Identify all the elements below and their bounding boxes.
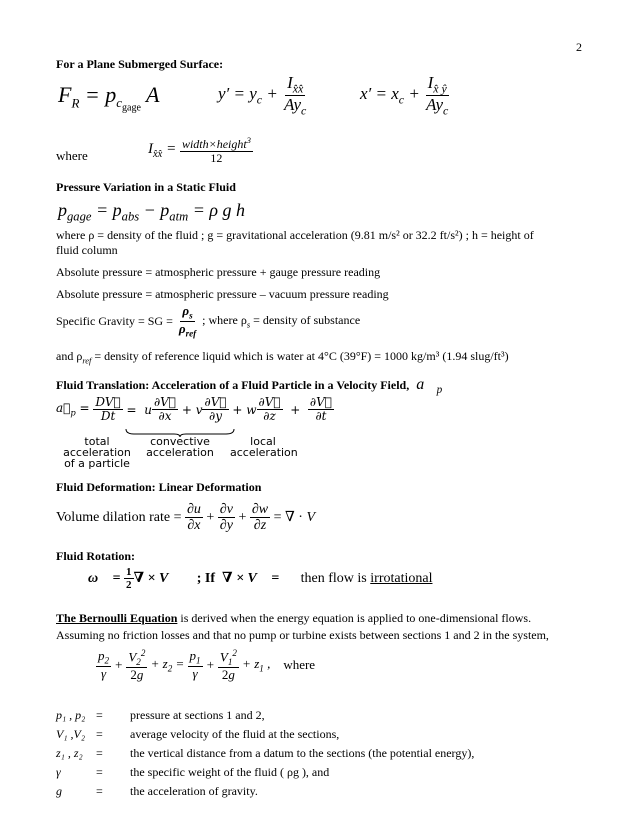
- definition-row: V₁ ,V₂ = average velocity of the fluid at the sections,: [56, 727, 340, 741]
- reference-density-text: and $\rho_{ref}$ = density of reference liquid which is water at 4°C (39°F) = 1000 kg/m³ (1.94 slug/ft³): [56, 349, 509, 366]
- moment-of-inertia-formula: $I_{x̂x̂}$ = $\frac{width\times height^3}{12}$: [148, 136, 251, 166]
- where-label: where: [56, 148, 88, 163]
- pressure-where-text-2: fluid column: [56, 243, 118, 257]
- specific-gravity-row: Specific Gravity = SG = $\frac{\rho_s}{\rho_{ref}}$ ; where $\rho_s$ = density of substance: [56, 303, 361, 339]
- definitions-list: [56, 708, 596, 803]
- acceleration-equation: $a⃗_p$ = $\frac{DV⃗}{Dt}$ = u $\frac{\partial V⃗}{\partial x}$ + v $\frac{\partial V⃗}{\partial y}$ + w $\frac{\partial V⃗}{\partial z}$ + $\frac{\partial V⃗}{\partial t}$: [56, 395, 332, 424]
- definition-row: g = the acceleration of gravity.: [56, 784, 258, 798]
- bernoulli-where: where: [283, 657, 316, 673]
- heading-fluid-translation: Fluid Translation: Acceleration of a Fluid Particle in a Velocity Field, $a⃗_p$: [56, 376, 443, 397]
- heading-pressure-variation: Pressure Variation in a Static Fluid: [56, 180, 236, 194]
- definition-row: p₁ , p₂ = pressure at sections 1 and 2,: [56, 708, 265, 722]
- bernoulli-paragraph: The Bernoulli Equation is derived when the energy equation is applied to one-dimensional flows. Assuming no friction losses and that no pump or turbine exists between sections 1 and 2 in the system,: [56, 611, 549, 642]
- bernoulli-equation: $\frac{p_2}{\gamma}$ + $\frac{V_2^2}{2g}$ + $z_2$ = $\frac{p_1}{\gamma}$ + $\frac{V_1^2}{2g}$ + $z_1$ , where: [98, 648, 316, 682]
- heading-fluid-deformation: Fluid Deformation: Linear Deformation: [56, 480, 262, 494]
- sg-label: Specific Gravity = SG =: [56, 313, 173, 328]
- x-prime-formula: $x' = x_c$ + $\frac{I_{x̂ ŷ}}{Ay_c}$: [360, 73, 449, 118]
- sg-where: ; where $\rho_s$ = density of substance: [202, 312, 361, 330]
- heading-fluid-rotation: Fluid Rotation:: [56, 549, 136, 563]
- local-acceleration-label: local acceleration: [230, 435, 298, 459]
- definition-row: γ = the specific weight of the fluid ( ρg ), and: [56, 765, 330, 779]
- absolute-vacuum-text: Absolute pressure = atmospheric pressure – vacuum pressure reading: [56, 287, 389, 301]
- volume-dilation-equation: Volume dilation rate = $\frac{\partial u}{\partial x}$ + $\frac{\partial v}{\partial y}$ + $\frac{\partial w}{\partial z}$ = ∇ · V⃗: [56, 502, 326, 534]
- page-number: 2: [576, 40, 582, 54]
- gauge-pressure-formula: $p_{gage} = p_{abs} - p_{atm} = \rho$ g h: [58, 200, 245, 224]
- resultant-force-formula: $F_R = p_{c_{gage}}$ A: [58, 82, 160, 114]
- convective-acceleration-label: convective acceleration: [146, 435, 214, 459]
- total-acceleration-label: total acceleration of a particle: [63, 435, 131, 470]
- y-prime-formula: $y' = y_c$ + $\frac{I_{x̂x̂}}{Ay_c}$: [218, 73, 307, 118]
- heading-plane-surface: For a Plane Submerged Surface:: [56, 57, 224, 71]
- absolute-gauge-text: Absolute pressure = atmospheric pressure + gauge pressure reading: [56, 265, 381, 279]
- pressure-where-text: where ρ = density of the fluid ; g = gravitational acceleration (9.81 m/s² or 32.2 ft/s²) ; h = height of: [56, 228, 534, 242]
- rotation-equation: ω⃗ = $\frac{1}{2}$ ∇ × V⃗ ; If ∇ × V⃗ = 𝟎 then flow is irrotational: [88, 566, 433, 592]
- definition-row: z₁ , z₂ = the vertical distance from a datum to the sections (the potential energy),: [56, 746, 475, 760]
